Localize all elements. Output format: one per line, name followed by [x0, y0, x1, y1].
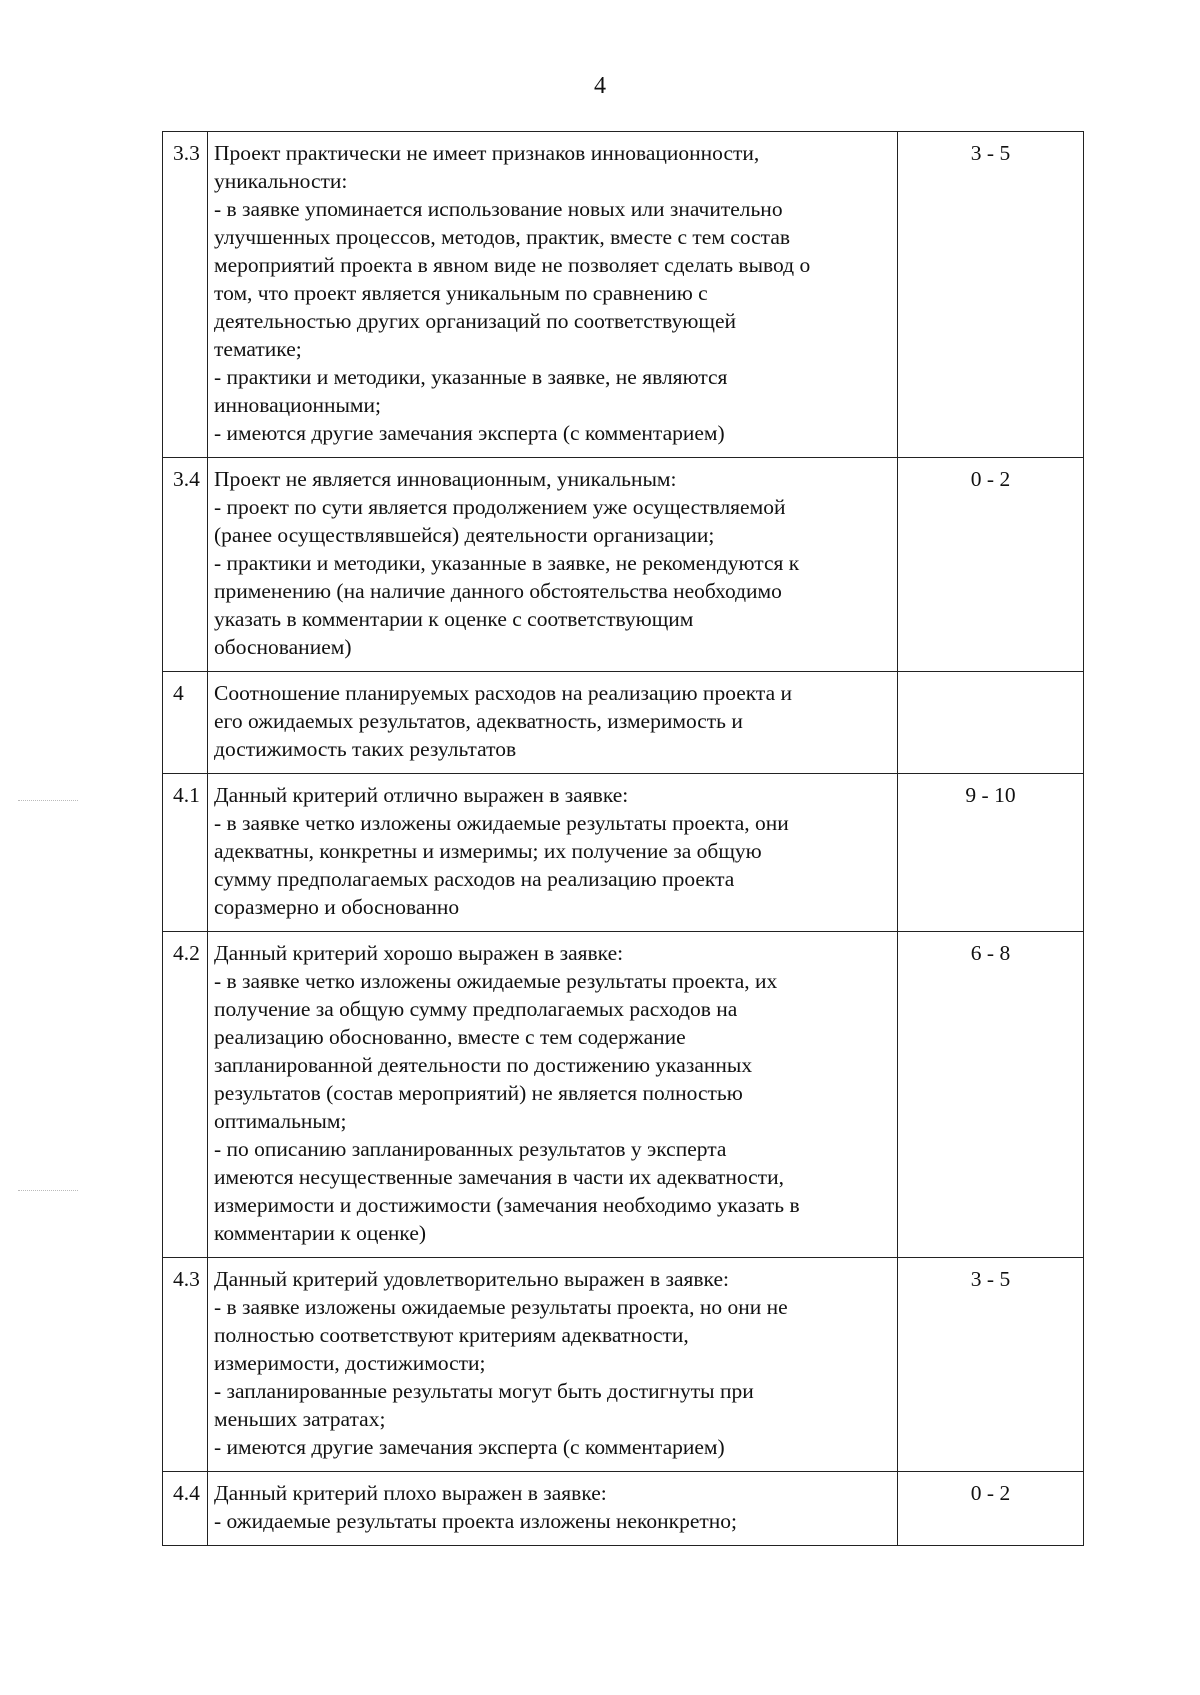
score-range: 0 - 2 — [898, 458, 1084, 672]
score-range: 9 - 10 — [898, 774, 1084, 932]
description-line: тематике; — [214, 337, 302, 361]
description-line: Проект практически не имеет признаков инновационности, — [214, 141, 760, 165]
description-line: Соотношение планируемых расходов на реализацию проекта и — [214, 681, 792, 705]
description-line: (ранее осуществлявшейся) деятельности организации; — [214, 523, 715, 547]
score-range: 3 - 5 — [898, 132, 1084, 458]
description-line: - в заявке четко изложены ожидаемые результаты проекта, они — [214, 811, 789, 835]
description-line: - проект по сути является продолжением уже осуществляемой — [214, 495, 786, 519]
description-line: Данный критерий хорошо выражен в заявке: — [214, 941, 624, 965]
scan-artifact — [18, 1190, 78, 1193]
description-line: измеримости и достижимости (замечания необходимо указать в — [214, 1193, 800, 1217]
criterion-description — [208, 132, 898, 458]
description-line: Данный критерий плохо выражен в заявке: — [214, 1481, 607, 1505]
criterion-description — [208, 774, 898, 932]
description-line: - в заявке четко изложены ожидаемые результаты проекта, их — [214, 969, 778, 993]
description-line: имеются несущественные замечания в части их адекватности, — [214, 1165, 784, 1189]
criterion-description — [208, 1472, 898, 1546]
criterion-description — [208, 932, 898, 1258]
description-line: оптимальным; — [214, 1109, 347, 1133]
description-line: его ожидаемых результатов, адекватность, измеримость и — [214, 709, 743, 733]
description-line: улучшенных процессов, методов, практик, вместе с тем состав — [214, 225, 791, 249]
description-line: получение за общую сумму предполагаемых расходов на — [214, 997, 738, 1021]
description-line: результатов (состав мероприятий) не является полностью — [214, 1081, 743, 1105]
description-line: - имеются другие замечания эксперта (с комментарием) — [214, 1435, 725, 1459]
criterion-number: 4.1 — [163, 774, 208, 932]
table-row — [163, 774, 1084, 932]
criterion-description — [208, 458, 898, 672]
score-range: 3 - 5 — [898, 1258, 1084, 1472]
description-line: запланированной деятельности по достижению указанных — [214, 1053, 753, 1077]
table-row — [163, 132, 1084, 458]
description-line: достижимость таких результатов — [214, 737, 517, 761]
scan-artifact — [18, 800, 78, 803]
description-line: комментарии к оценке) — [214, 1221, 427, 1245]
score-range: 6 - 8 — [898, 932, 1084, 1258]
score-range — [898, 672, 1084, 774]
description-line: полностью соответствуют критериям адекватности, — [214, 1323, 689, 1347]
description-line: - запланированные результаты могут быть достигнуты при — [214, 1379, 754, 1403]
table-row — [163, 458, 1084, 672]
description-line: Проект не является инновационным, уникальным: — [214, 467, 677, 491]
criterion-number: 4 — [163, 672, 208, 774]
description-line: указать в комментарии к оценке с соответствующим — [214, 607, 694, 631]
description-line: адекватны, конкретны и измеримы; их получение за общую — [214, 839, 762, 863]
description-line: обоснованием) — [214, 635, 352, 659]
table-row — [163, 1258, 1084, 1472]
description-line: уникальности: — [214, 169, 348, 193]
description-line: меньших затратах; — [214, 1407, 386, 1431]
description-line: соразмерно и обоснованно — [214, 895, 460, 919]
table-row — [163, 672, 1084, 774]
criterion-number: 4.2 — [163, 932, 208, 1258]
description-line: - в заявке изложены ожидаемые результаты проекта, но они не — [214, 1295, 788, 1319]
description-line: - имеются другие замечания эксперта (с комментарием) — [214, 421, 725, 445]
criterion-description — [208, 1258, 898, 1472]
description-line: мероприятий проекта в явном виде не позволяет сделать вывод о — [214, 253, 811, 277]
criterion-number: 3.4 — [163, 458, 208, 672]
table-row — [163, 1472, 1084, 1546]
score-range: 0 - 2 — [898, 1472, 1084, 1546]
description-line: - практики и методики, указанные в заявке, не являются — [214, 365, 728, 389]
criteria-table-body — [163, 132, 1084, 1546]
criterion-number: 4.4 — [163, 1472, 208, 1546]
description-line: том, что проект является уникальным по сравнению с — [214, 281, 708, 305]
table-row — [163, 932, 1084, 1258]
criterion-number: 4.3 — [163, 1258, 208, 1472]
criterion-description — [208, 672, 898, 774]
description-line: реализацию обоснованно, вместе с тем содержание — [214, 1025, 686, 1049]
criteria-table — [162, 131, 1084, 1546]
description-line: - ожидаемые результаты проекта изложены неконкретно; — [214, 1509, 738, 1533]
page-number: 4 — [594, 73, 606, 99]
description-line: инновационными; — [214, 393, 381, 417]
description-line: сумму предполагаемых расходов на реализацию проекта — [214, 867, 735, 891]
description-line: - по описанию запланированных результатов у эксперта — [214, 1137, 727, 1161]
description-line: Данный критерий отлично выражен в заявке: — [214, 783, 629, 807]
description-line: Данный критерий удовлетворительно выражен в заявке: — [214, 1267, 729, 1291]
description-line: - практики и методики, указанные в заявке, не рекомендуются к — [214, 551, 800, 575]
criterion-number: 3.3 — [163, 132, 208, 458]
description-line: деятельностью других организаций по соответствующей — [214, 309, 737, 333]
description-line: - в заявке упоминается использование новых или значительно — [214, 197, 783, 221]
description-line: измеримости, достижимости; — [214, 1351, 486, 1375]
description-line: применению (на наличие данного обстоятельства необходимо — [214, 579, 782, 603]
